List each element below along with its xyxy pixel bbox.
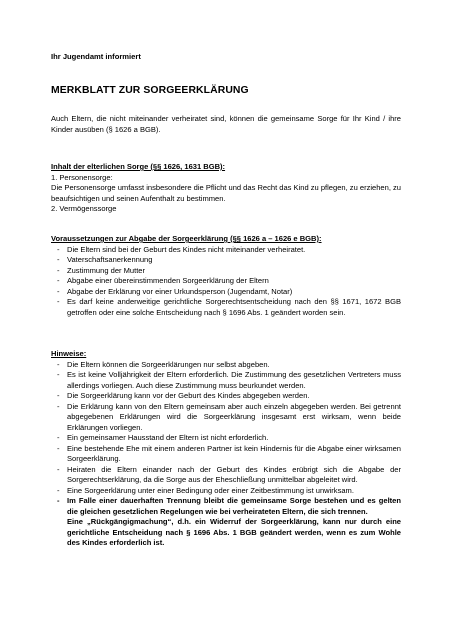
list-item-bold bbox=[51, 496, 401, 549]
text-paragraph: Die Personensorge umfasst insbesondere die Pflicht und das Recht das Kind zu pflegen, zu erziehen, zu beaufsichtigen und seinen Aufenthalt zu bestimmen. bbox=[51, 183, 401, 203]
list-item: - Ein gemeinsamer Hausstand der Eltern ist nicht erforderlich. bbox=[51, 433, 401, 444]
section-inhalt bbox=[51, 162, 401, 215]
list-item: - Es ist keine Volljährigkeit der Eltern erforderlich. Die Zustimmung des gesetzlichen Vertreters muss allerdings vorliegen. Auch diese Zustimmung muss beurkundet werden. bbox=[51, 370, 401, 391]
text-line: 1. Personensorge: bbox=[51, 172, 113, 182]
list-item: - Zustimmung der Mutter bbox=[51, 266, 401, 277]
text-line: 2. Vermögenssorge bbox=[51, 204, 117, 213]
list-item: - Abgabe der Erklärung vor einer Urkundsperson (Jugendamt, Notar) bbox=[51, 287, 401, 298]
list-item: - Die Eltern können die Sorgeerklärungen nur selbst abgeben. bbox=[51, 360, 401, 371]
list-item: - Die Eltern sind bei der Geburt des Kindes nicht miteinander verheiratet. bbox=[51, 245, 401, 256]
requirements-list bbox=[51, 245, 401, 319]
section-voraussetzungen bbox=[51, 234, 401, 318]
list-item: - Die Erklärung kann von den Eltern gemeinsam aber auch einzeln abgegeben werden. Bei getrennt abgegebenen Erklärungen wird die Sorgeerklärung insgesamt erst wirksam, wenn beide Erklärungen vorliegen. bbox=[51, 402, 401, 434]
list-item: - Eine Sorgeerklärung unter einer Bedingung oder einer Zeitbestimmung ist unwirksam. bbox=[51, 486, 401, 497]
list-item: - Die Sorgeerklärung kann vor der Geburt des Kindes abgegeben werden. bbox=[51, 391, 401, 402]
section-heading: Voraussetzungen zur Abgabe der Sorgeerklärung (§§ 1626 a – 1626 e BGB): bbox=[51, 234, 322, 243]
list-item: - Abgabe einer übereinstimmenden Sorgeerklärung der Eltern bbox=[51, 276, 401, 287]
section-hinweise bbox=[51, 349, 401, 549]
section-heading: Hinweise: bbox=[51, 349, 87, 358]
page-title: MERKBLATT ZUR SORGEERKLÄRUNG bbox=[51, 85, 249, 96]
notes-list bbox=[51, 360, 401, 549]
section-heading: Inhalt der elterlichen Sorge (§§ 1626, 1631 BGB): bbox=[51, 162, 226, 171]
bold-paragraph: Eine „Rückgängigmachung“, d.h. ein Widerruf der Sorgeerklärung, kann nur durch eine gerichtliche Entscheidung nach § 1696 Abs. 1 BGB geändert werden, wenn es zum Wohle des Kindes erforderlich ist. bbox=[67, 517, 401, 547]
intro-paragraph: Auch Eltern, die nicht miteinander verheiratet sind, können die gemeinsame Sorge für Ihr Kind / ihre Kinder ausüben (§ 1626 a BGB). bbox=[51, 114, 401, 134]
list-item: - Heiraten die Eltern einander nach der Geburt des Kindes erübrigt sich die Abgabe der Sorgerechtserklärung, da die Sorge aus der Eheschließung unmittelbar abgeleitet wird. bbox=[51, 465, 401, 486]
list-item: - Es darf keine anderweitige gerichtliche Sorgerechtsentscheidung nach den §§ 1671, 1672 BGB getroffen oder eine solche Entscheidung nach § 1696 Abs. 1 geändert worden sein. bbox=[51, 297, 401, 318]
page-header: Ihr Jugendamt informiert bbox=[51, 52, 141, 61]
list-item: - Eine bestehende Ehe mit einem anderen Partner ist kein Hindernis für die Abgabe einer wirksamen Sorgeerklärung. bbox=[51, 444, 401, 465]
list-item: - Vaterschaftsanerkennung bbox=[51, 255, 401, 266]
bold-paragraph: - Im Falle einer dauerhaften Trennung bleibt die gemeinsame Sorge bestehen und es gelten die gleichen gesetzlichen Regelungen wie bei verheirateten Eltern, die sich trennen. bbox=[67, 496, 401, 516]
